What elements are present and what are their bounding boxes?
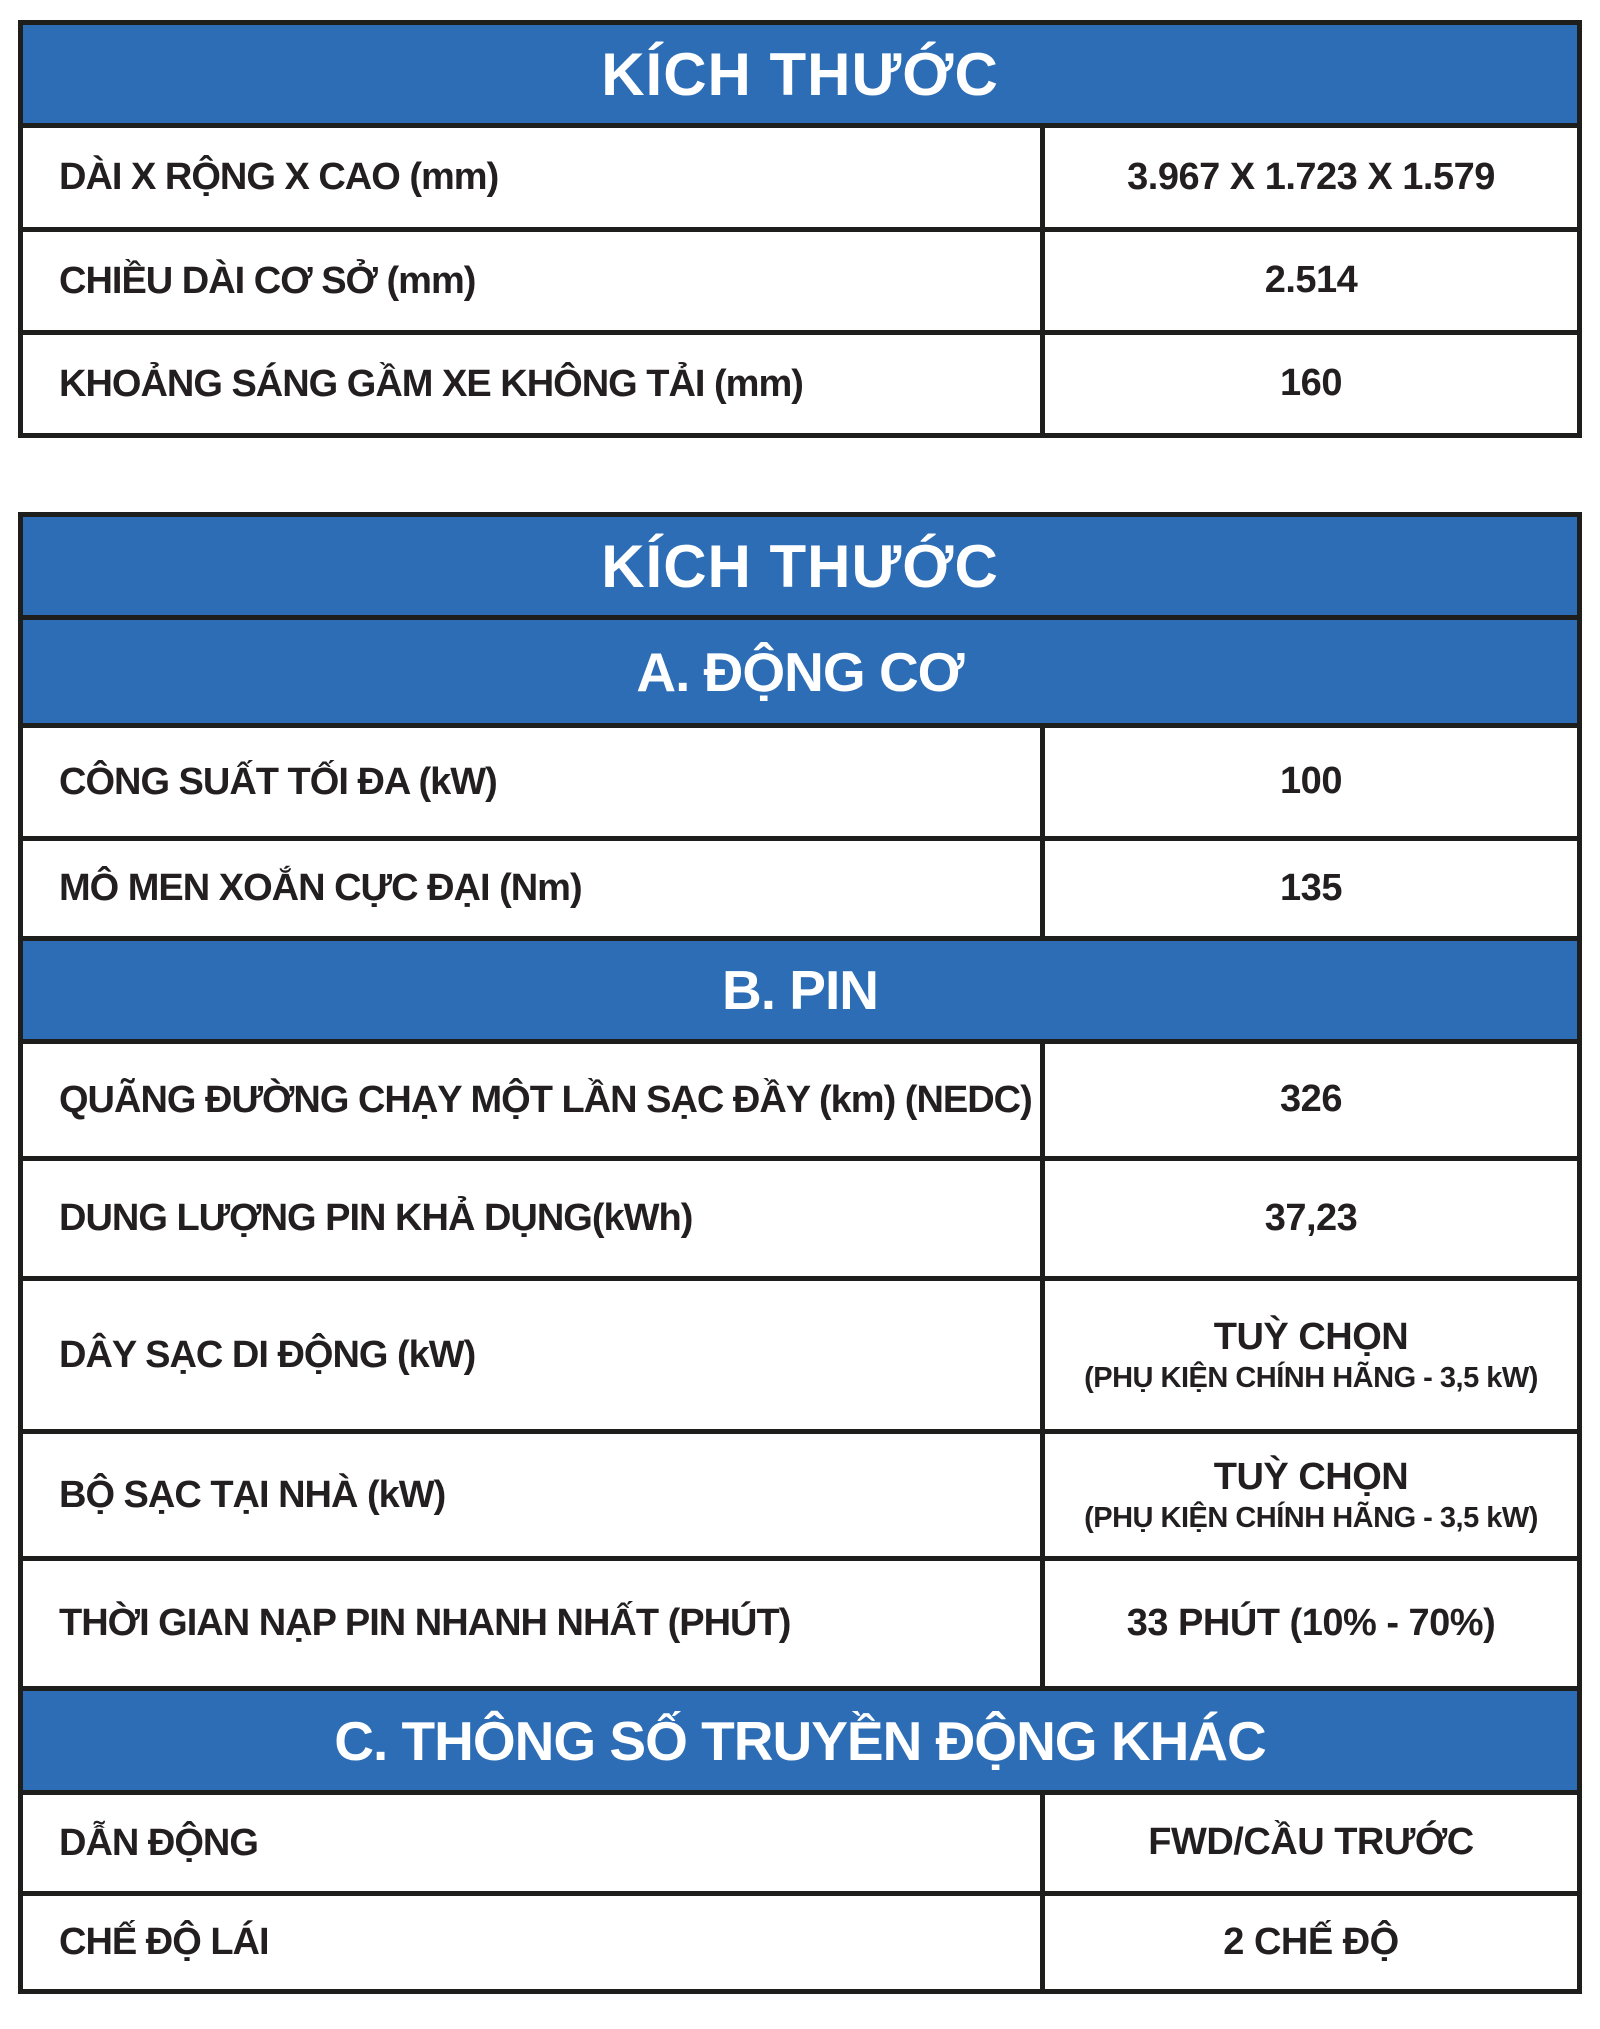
row-value: 135 (1280, 866, 1342, 909)
table-row (23, 1039, 1577, 1156)
table-title: KÍCH THƯỚC (601, 40, 999, 108)
row-value-cell (1045, 1281, 1577, 1429)
row-label-cell (23, 841, 1045, 936)
table-row (23, 1429, 1577, 1556)
row-label: BỘ SẠC TẠI NHÀ (kW) (59, 1473, 446, 1516)
row-value-cell (1045, 841, 1577, 936)
spec-sheet-page (0, 20, 1600, 2029)
row-value-cell (1045, 335, 1577, 433)
table-row (23, 1891, 1577, 1989)
row-label-cell (23, 1896, 1045, 1989)
specs-table (18, 512, 1582, 1994)
row-label-cell (23, 1044, 1045, 1156)
table-row (23, 1790, 1577, 1891)
row-value-note: (PHỤ KIỆN CHÍNH HÃNG - 3,5 kW) (1084, 1502, 1538, 1535)
table-title: KÍCH THƯỚC (601, 532, 999, 600)
row-label-cell (23, 128, 1045, 227)
row-label: MÔ MEN XOẮN CỰC ĐẠI (Nm) (59, 867, 582, 909)
table-row (23, 227, 1577, 330)
row-label-cell (23, 335, 1045, 433)
section-heading-banner-c (23, 1686, 1577, 1790)
table-row (23, 1556, 1577, 1686)
row-label-cell (23, 1161, 1045, 1276)
row-value-cell (1045, 1434, 1577, 1556)
row-value: 2 CHẾ ĐỘ (1223, 1920, 1399, 1963)
section-heading: C. THÔNG SỐ TRUYỀN ĐỘNG KHÁC (334, 1709, 1266, 1772)
row-label: DẪN ĐỘNG (59, 1821, 258, 1864)
row-label: DUNG LƯỢNG PIN KHẢ DỤNG(kWh) (59, 1197, 693, 1239)
row-value: 37,23 (1264, 1196, 1358, 1239)
row-value-cell (1045, 728, 1577, 836)
table-row (23, 836, 1577, 936)
row-value-cell (1045, 232, 1577, 330)
table-title-banner (23, 25, 1577, 123)
table-row (23, 1156, 1577, 1276)
row-value: 326 (1280, 1078, 1342, 1121)
section-heading-banner-b (23, 936, 1577, 1039)
table-title-banner (23, 517, 1577, 615)
row-value-cell (1045, 1561, 1577, 1686)
row-value: 33 PHÚT (10% - 70%) (1126, 1601, 1496, 1644)
row-label: CHẾ ĐỘ LÁI (59, 1921, 269, 1963)
row-value: FWD/CẦU TRƯỚC (1148, 1821, 1474, 1864)
row-value-cell (1045, 1795, 1577, 1891)
row-label-cell (23, 232, 1045, 330)
row-value: TUỲ CHỌN (1213, 1455, 1409, 1498)
row-value: TUỲ CHỌN (1213, 1315, 1409, 1358)
table-row (23, 723, 1577, 836)
row-value-cell (1045, 1896, 1577, 1989)
row-label: DÂY SẠC DI ĐỘNG (kW) (59, 1333, 476, 1376)
row-value-cell (1045, 128, 1577, 227)
row-label: CHIỀU DÀI CƠ SỞ (mm) (59, 259, 476, 302)
row-label-cell (23, 728, 1045, 836)
row-value-cell (1045, 1044, 1577, 1156)
row-label: CÔNG SUẤT TỐI ĐA (kW) (59, 760, 497, 803)
row-value: 3.967 X 1.723 X 1.579 (1127, 155, 1495, 198)
row-label: DÀI X RỘNG X CAO (mm) (59, 156, 499, 198)
row-label-cell (23, 1561, 1045, 1686)
row-value: 100 (1280, 760, 1342, 803)
table-row (23, 123, 1577, 227)
row-label-cell (23, 1795, 1045, 1891)
section-heading-banner-a (23, 615, 1577, 723)
row-value-cell (1045, 1161, 1577, 1276)
row-label-cell (23, 1434, 1045, 1556)
section-heading: A. ĐỘNG CƠ (636, 640, 964, 703)
table-row (23, 1276, 1577, 1429)
row-label: KHOẢNG SÁNG GẦM XE KHÔNG TẢI (mm) (59, 362, 803, 405)
row-label: THỜI GIAN NẠP PIN NHANH NHẤT (PHÚT) (59, 1602, 791, 1644)
row-value: 2.514 (1264, 259, 1358, 302)
row-label-cell (23, 1281, 1045, 1429)
section-heading: B. PIN (722, 959, 878, 1021)
row-value: 160 (1280, 362, 1342, 405)
row-label: QUÃNG ĐƯỜNG CHẠY MỘT LẦN SẠC ĐẦY (km) (NEDC) (59, 1078, 1032, 1121)
dimensions-table (18, 20, 1582, 438)
table-row (23, 330, 1577, 433)
row-value-note: (PHỤ KIỆN CHÍNH HÃNG - 3,5 kW) (1084, 1362, 1538, 1395)
